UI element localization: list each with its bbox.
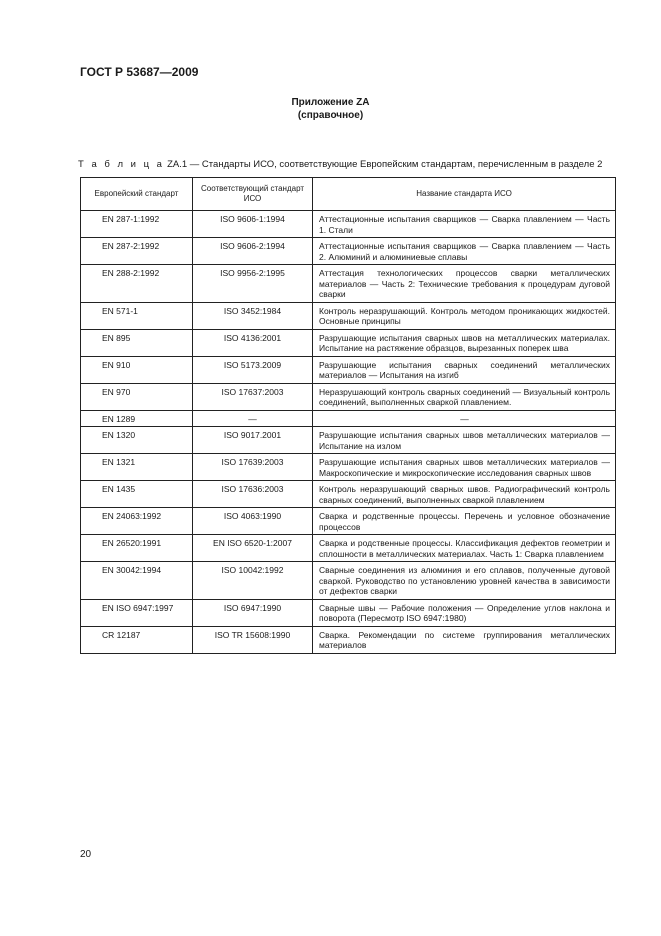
iso-title-cell: Разрушающие испытания сварных швов на металлических материалах. Испытание на растяжение образцов, вырезанных поперек шва bbox=[313, 329, 616, 356]
european-standard-cell: EN 895 bbox=[81, 329, 193, 356]
iso-standard-cell: ISO 6947:1990 bbox=[193, 599, 313, 626]
iso-title-cell: Неразрушающий контроль сварных соединений — Визуальный контроль соединений, выполненных сваркой плавлением. bbox=[313, 383, 616, 410]
iso-title-cell: Контроль неразрушающий. Контроль методом проникающих жидкостей. Основные принципы bbox=[313, 302, 616, 329]
iso-title-cell: Сварка и родственные процессы. Классификация дефектов геометрии и сплошности в металлических материалах. Часть 1: Сварка плавлением bbox=[313, 535, 616, 562]
iso-standard-cell: ISO 5173.2009 bbox=[193, 356, 313, 383]
annex-title: Приложение ZA bbox=[291, 97, 370, 108]
european-standard-cell: EN 30042:1994 bbox=[81, 562, 193, 600]
european-standard-cell: EN 287-2:1992 bbox=[81, 238, 193, 265]
iso-title-cell: Разрушающие испытания сварных швов металлических материалов — Испытание на излом bbox=[313, 427, 616, 454]
iso-standard-cell: ISO 9017.2001 bbox=[193, 427, 313, 454]
european-standard-cell: CR 12187 bbox=[81, 626, 193, 653]
iso-title-cell: Сварные соединения из алюминия и его сплавов, полученные дуговой сваркой. Руководство по установлению уровней качества в зависимости от дефектов сварки bbox=[313, 562, 616, 600]
european-standard-cell: EN ISO 6947:1997 bbox=[81, 599, 193, 626]
iso-title-cell: Разрушающие испытания сварных швов металлических материалов — Макроскопические и микроскопические исследования сварных швов bbox=[313, 454, 616, 481]
european-standard-cell: EN 571-1 bbox=[81, 302, 193, 329]
page-number: 20 bbox=[80, 849, 92, 860]
table-caption-text: ZA.1 — Стандарты ИСО, соответствующие Европейским стандартам, перечисленным в разделе 2 bbox=[164, 159, 603, 170]
european-standard-cell: EN 1289 bbox=[81, 410, 193, 427]
european-standard-cell: EN 26520:1991 bbox=[81, 535, 193, 562]
table-row bbox=[81, 599, 616, 626]
iso-standard-cell: ISO 4063:1990 bbox=[193, 508, 313, 535]
european-standard-cell: EN 287-1:1992 bbox=[81, 211, 193, 238]
iso-standard-cell: ISO 17637:2003 bbox=[193, 383, 313, 410]
table-row bbox=[81, 329, 616, 356]
table-caption-prefix: Т а б л и ц а bbox=[78, 159, 165, 170]
iso-standard-cell: ISO 4136:2001 bbox=[193, 329, 313, 356]
table-row bbox=[81, 238, 616, 265]
iso-title-cell: Сварные швы — Рабочие положения — Определение углов наклона и поворота (Пересмотр ISO 6947:1980) bbox=[313, 599, 616, 626]
european-standard-cell: EN 1435 bbox=[81, 481, 193, 508]
iso-title-cell: Аттестация технологических процессов сварки металлических материалов — Часть 2: Технические требования к процедурам дуговой сварки bbox=[313, 265, 616, 303]
iso-title-cell: — bbox=[313, 410, 616, 427]
table-caption bbox=[78, 159, 602, 170]
table-header-row bbox=[81, 178, 616, 211]
iso-title-cell: Сварка и родственные процессы. Перечень и условное обозначение процессов bbox=[313, 508, 616, 535]
table-row bbox=[81, 356, 616, 383]
table-row bbox=[81, 481, 616, 508]
iso-standard-cell: — bbox=[193, 410, 313, 427]
table-row bbox=[81, 626, 616, 653]
european-standard-cell: EN 910 bbox=[81, 356, 193, 383]
column-header-iso-title: Название стандарта ИСО bbox=[313, 178, 616, 211]
table-body bbox=[81, 211, 616, 654]
iso-standard-cell: ISO 9606-2:1994 bbox=[193, 238, 313, 265]
standards-table bbox=[80, 177, 616, 654]
european-standard-cell: EN 1320 bbox=[81, 427, 193, 454]
iso-standard-cell: ISO 10042:1992 bbox=[193, 562, 313, 600]
iso-title-cell: Аттестационные испытания сварщиков — Сварка плавлением — Часть 1. Стали bbox=[313, 211, 616, 238]
column-header-iso-standard: Соответствующий стандарт ИСО bbox=[193, 178, 313, 211]
table-row bbox=[81, 508, 616, 535]
table-row bbox=[81, 535, 616, 562]
iso-title-cell: Контроль неразрушающий сварных швов. Радиографический контроль сварных соединений, выполненных сваркой плавлением bbox=[313, 481, 616, 508]
table-row bbox=[81, 427, 616, 454]
iso-standard-cell: ISO 9956-2:1995 bbox=[193, 265, 313, 303]
european-standard-cell: EN 970 bbox=[81, 383, 193, 410]
iso-standard-cell: ISO 17636:2003 bbox=[193, 481, 313, 508]
column-header-european-standard: Европейский стандарт bbox=[81, 178, 193, 211]
iso-standard-cell: ISO 3452:1984 bbox=[193, 302, 313, 329]
european-standard-cell: EN 24063:1992 bbox=[81, 508, 193, 535]
table-row bbox=[81, 383, 616, 410]
table-row bbox=[81, 302, 616, 329]
iso-standard-cell: ISO TR 15608:1990 bbox=[193, 626, 313, 653]
european-standard-cell: EN 288-2:1992 bbox=[81, 265, 193, 303]
annex-subtitle: (справочное) bbox=[297, 110, 364, 121]
iso-standard-cell: ISO 9606-1:1994 bbox=[193, 211, 313, 238]
table-row bbox=[81, 410, 616, 427]
iso-standard-cell: ISO 17639:2003 bbox=[193, 454, 313, 481]
table-row bbox=[81, 562, 616, 600]
annex-heading bbox=[0, 96, 661, 122]
table-row bbox=[81, 265, 616, 303]
european-standard-cell: EN 1321 bbox=[81, 454, 193, 481]
table-row bbox=[81, 454, 616, 481]
iso-title-cell: Разрушающие испытания сварных соединений металлических материалов — Испытания на изгиб bbox=[313, 356, 616, 383]
iso-title-cell: Сварка. Рекомендации по системе группирования металлических материалов bbox=[313, 626, 616, 653]
iso-title-cell: Аттестационные испытания сварщиков — Сварка плавлением — Часть 2. Алюминий и алюминиевые сплавы bbox=[313, 238, 616, 265]
document-code: ГОСТ Р 53687—2009 bbox=[80, 65, 199, 79]
iso-standard-cell: EN ISO 6520-1:2007 bbox=[193, 535, 313, 562]
table-row bbox=[81, 211, 616, 238]
